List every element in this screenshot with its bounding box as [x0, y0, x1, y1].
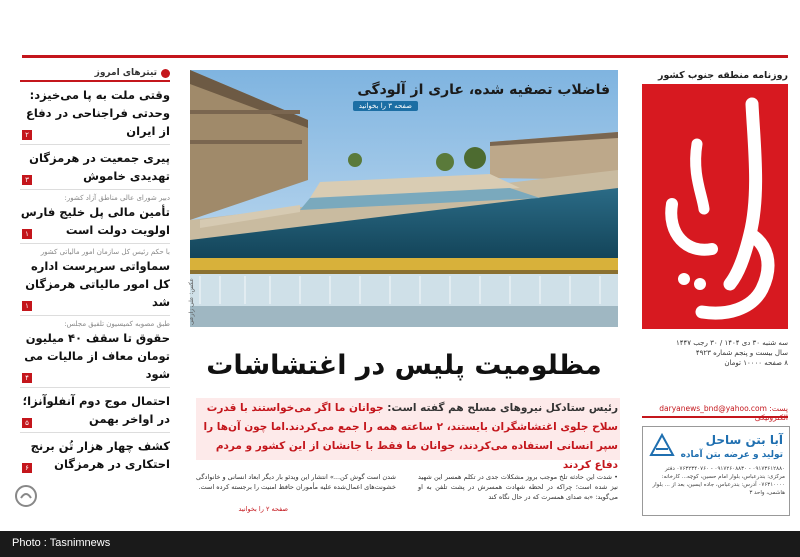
list-item[interactable]	[20, 190, 170, 244]
subhead-text: جوانان ما اگر می‌خواستند با قدرت سلاح جلوی اغتشاشگران بایستند، ۲ ساعته همه را جمع می‌کردند.اما چون آن‌ها را سپر انسانی استفاده می‌کردند، جوانان ما فقط با جانشان از این کشور و مردم دفاع کردند	[203, 402, 618, 471]
list-item[interactable]	[20, 244, 170, 316]
lead-photo	[190, 70, 618, 327]
headlines-header	[20, 66, 170, 82]
darya-logo-icon	[642, 84, 788, 329]
photo-credit-bar	[0, 531, 800, 557]
page-number-badge: ۲	[22, 130, 32, 140]
top-rule	[22, 55, 788, 58]
subhead	[198, 399, 618, 475]
main-headline[interactable]: مظلومیت پلیس در اغتشاشات	[206, 350, 602, 381]
page-number-badge: ۱	[22, 301, 32, 311]
list-item-title: وقتی ملت به پا می‌خیزد: وحدتی فراجناحی در دفاع از ایران	[25, 88, 170, 138]
headlines-header-label: تیترهای امروز	[94, 68, 157, 78]
masthead-tagline: روزنامه منطقه جنوب کشور	[658, 70, 788, 81]
list-item-title: کشف چهار هزار تُن برنج احتکاری در هرمزگان	[30, 439, 170, 471]
list-item-title: پیری جمعیت در هرمزگان تهدیدی خاموش	[29, 151, 170, 183]
list-item[interactable]	[20, 433, 170, 477]
list-item-kicker: با حکم رئیس کل سازمان امور مالیاتی کشور	[40, 248, 170, 256]
photo-caption: فاضلاب تصفیه شده، عاری از آلودگی	[357, 82, 610, 98]
page-number-badge: ۵	[22, 418, 32, 428]
headlines-column	[20, 66, 170, 516]
issue-number: سال بیست و پنجم شماره ۴۹۲۳	[695, 349, 788, 357]
company-logo-icon	[649, 431, 675, 457]
ad-contact-text: ۰۹۱۷۳۶۱۲۸۸۰ - ۰۹۱۷۲۶۰۸۸۳۰ - ۰۷۶۳۲۳۴۰۷۶۰ دفتر مرکزی: بندرعباس، بلوار امام حسین، کوچه... کارخانه: ۰۷۶۳۱۰۰۰۰ آدرس: بندرعباس، جاده ایسین، بعد از ... بلوار هاشمی، واحد ۳	[652, 466, 785, 496]
page-number-badge: ۱	[22, 229, 32, 239]
ad-subtitle: تولید و عرضه بتن آماده	[680, 450, 783, 460]
photo-credit-text: Photo : Tasnimnews	[12, 537, 111, 549]
tasnim-watermark-icon	[14, 484, 38, 508]
issue-price: ۸ صفحه ۱۰۰۰۰ تومان	[724, 359, 788, 367]
issue-date: سه شنبه ۳۰ دی ۱۴۰۴ / ۳۰ رجب ۱۴۴۷	[676, 339, 788, 347]
issue-info	[642, 338, 788, 368]
ad-title: آبا بتن ساحل	[705, 433, 783, 447]
list-item-title: احتمال موج دوم آنفلوآنزا؛ در اواخر بهمن	[22, 394, 170, 426]
email-rule	[642, 416, 788, 418]
list-item-title: سماواتی سرپرست اداره کل امور مالیاتی هرمزگان شد	[25, 259, 170, 309]
list-item[interactable]	[20, 388, 170, 433]
list-item[interactable]	[20, 145, 170, 190]
masthead-logo-block	[642, 84, 788, 329]
list-item-title: تأمین مالی پل خلیج فارس اولویت دولت است	[20, 205, 170, 237]
list-item-title: حقوق تا سقف ۴۰ میلیون تومان معاف از مالیات می شود	[24, 331, 170, 381]
contact-email[interactable]: daryanews_bnd@yahoo.com :پست	[659, 404, 788, 413]
body-column-left: شدن است گوش کن...» انتشار این ویدئو بار دیگر ابعاد انسانی و خانوادگی خشونت‌های اعمال‌شده علیه مأموران حافظ امنیت را برجسته کرده است.	[196, 473, 396, 491]
read-more-link[interactable]: صفحه ۳ را بخوانید	[353, 101, 418, 111]
read-more-link[interactable]: صفحه ۲ را بخوانید	[238, 505, 288, 513]
photo-credit: عکس: علی زارعی	[188, 278, 195, 325]
page-number-badge: ۴	[22, 373, 32, 383]
body-column-right: • شدت این حادثه تلخ موجب بروز مشکلات جدی در تکلم همسر این شهید نیز شده است؛ چراکه در لحظه شهادت همسرش در پشت تلفن به او می‌گوید: «به صدای همسرت که در حال نگاه کند	[418, 473, 618, 501]
subhead-kicker: رئیس ستادکل نیروهای مسلح هم گفته است:	[387, 402, 618, 414]
bullet-icon	[161, 69, 170, 78]
page-number-badge: ۶	[22, 463, 32, 473]
advertisement[interactable]	[642, 426, 790, 516]
list-item[interactable]	[20, 82, 170, 145]
list-item-kicker: طبق مصوبه کمیسیون تلفیق مجلس:	[64, 320, 170, 328]
list-item[interactable]	[20, 316, 170, 388]
page-number-badge: ۳	[22, 175, 32, 185]
list-item-kicker: دبیر شورای عالی مناطق آزاد کشور:	[64, 194, 170, 202]
